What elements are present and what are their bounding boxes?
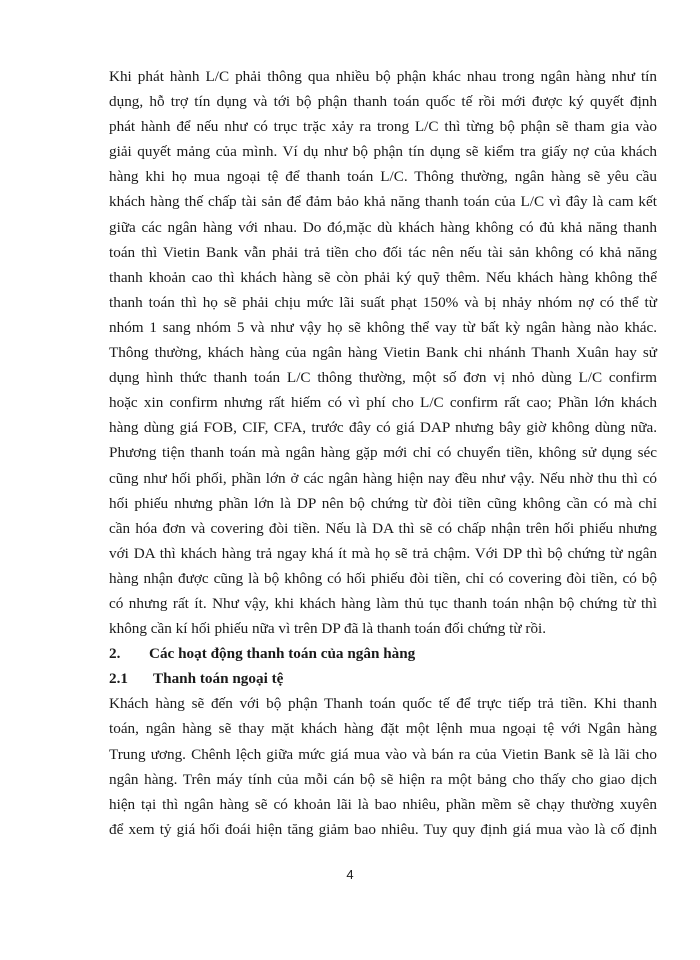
text-line: để xem tỷ giá hối đoái hiện tăng giảm bao nhiêu. Tuy quy định giá mua vào là cố định <box>109 820 657 838</box>
text-line: cần hóa đơn và covering đòi tiền. Nếu là DA thì sẽ có chấp nhận trên hối phiếu nhưng <box>109 519 657 537</box>
text-line: hàng nhận được cũng là bộ không có hối phiếu đòi tiền, chỉ có covering đòi tiền, có bộ <box>109 569 657 587</box>
text-line: có nhưng rất ít. Như vậy, khi khách hàng làm thủ tục thanh toán nhận bộ chứng từ thì <box>109 594 657 612</box>
text-line: nhóm 1 sang nhóm 5 và như vậy họ sẽ không thể vay từ bất kỳ ngân hàng nào khác. <box>109 318 657 336</box>
page-number: 4 <box>346 867 354 882</box>
text-line: giải quyết mảng của mình. Ví dụ như bộ phận tín dụng sẽ kiểm tra giấy nợ của khách <box>109 143 657 161</box>
body-paragraph-2 <box>109 691 657 842</box>
text-line: với DA thì khách hàng trả ngay khá ít mà họ sẽ trả chậm. Với DP thì bộ chứng từ ngân <box>109 544 657 562</box>
subsection-title: Thanh toán ngoại tệ <box>153 670 284 688</box>
text-line: hàng khi họ mua ngoại tệ để thanh toán L/C. Thông thường, ngân hàng sẽ yêu cầu <box>109 168 657 186</box>
text-line: toán, ngân hàng sẽ thay mặt khách hàng đặt một lệnh mua ngoại tệ với Ngân hàng <box>109 720 657 738</box>
text-line: ngân hàng. Trên máy tính của mỗi cán bộ sẽ hiện ra một bảng cho thấy cho giao dịch <box>109 770 657 788</box>
text-line: hối phiếu nhưng phần lớn là DP nên bộ chứng từ đòi tiền cũng không cần có mà chỉ <box>109 494 657 512</box>
text-line: thanh toán thì họ sẽ phải chịu mức lãi suất phạt 150% và bị nhảy nhóm nợ có thể từ <box>109 293 657 311</box>
text-line: hiện tại thì ngân hàng sẽ có khoản lãi là bao nhiêu, phần mềm sẽ chạy thường xuyên <box>109 795 657 813</box>
text-line: không cần kí hối phiếu nữa vì trên DP đã là thanh toán đối chứng từ rồi. <box>109 620 547 638</box>
text-line: Khi phát hành L/C phải thông qua nhiều bộ phận khác nhau trong ngân hàng như tín <box>109 68 657 85</box>
text-line: giữa các ngân hàng với nhau. Do đó,mặc dù khách hàng không có đủ khả năng thanh <box>109 218 657 236</box>
section-heading-2-1 <box>109 666 657 691</box>
subsection-number: 2.1 <box>109 670 128 688</box>
text-line: thanh khoản cao thì khách hàng sẽ còn phải ký quỹ thêm. Nếu khách hàng không thể <box>109 268 657 286</box>
text-line: toán thì Vietin Bank vẫn phải trả tiền cho đối tác nên nếu tài sản không có khả năng <box>109 243 657 261</box>
text-line: dụng hình thức thanh toán L/C thông thường, một số đơn vị nhỏ dùng L/C confirm <box>109 369 657 387</box>
text-line: phát hành để nếu như có trục trặc xảy ra trong L/C thì từng bộ phận sẽ tham gia vào <box>109 118 657 136</box>
section-number: 2. <box>109 645 121 663</box>
text-line: khách hàng thế chấp tài sản để đảm bảo khả năng thanh toán của L/C vì đây là cam kết <box>109 193 657 211</box>
text-line: hàng dùng giá FOB, CIF, CFA, trước đây có giá DAP nhưng bây giờ không dùng nữa. <box>109 419 657 437</box>
section-heading-2 <box>109 641 657 666</box>
text-line: hoặc xin confirm nhưng rất hiếm có vì phí cho L/C confirm rất cao; Phần lớn khách <box>109 394 657 412</box>
text-line: dụng, hỗ trợ tín dụng và tới bộ phận thanh toán quốc tế rồi mới được ký quyết định <box>109 93 657 111</box>
text-line: Trung ương. Chênh lệch giữa mức giá mua vào và bán ra của Vietin Bank sẽ là lãi cho <box>109 745 657 763</box>
text-line: Thông thường, khách hàng của ngân hàng Vietin Bank chi nhánh Thanh Xuân hay sử <box>109 344 657 362</box>
section-title: Các hoạt động thanh toán của ngân hàng <box>149 645 416 663</box>
text-line: Phương tiện thanh toán mà ngân hàng gặp mới chỉ có chuyển tiền, không sử dụng séc <box>109 444 657 462</box>
text-line: Khách hàng sẽ đến với bộ phận Thanh toán quốc tế để trực tiếp trả tiền. Khi thanh <box>109 695 657 713</box>
page-content <box>109 64 657 842</box>
body-paragraph-1 <box>109 64 657 641</box>
text-line: cũng như hối phối, phần lớn ở các ngân hàng hiện nay đều như vậy. Nếu nhờ thu thì có <box>109 469 657 487</box>
